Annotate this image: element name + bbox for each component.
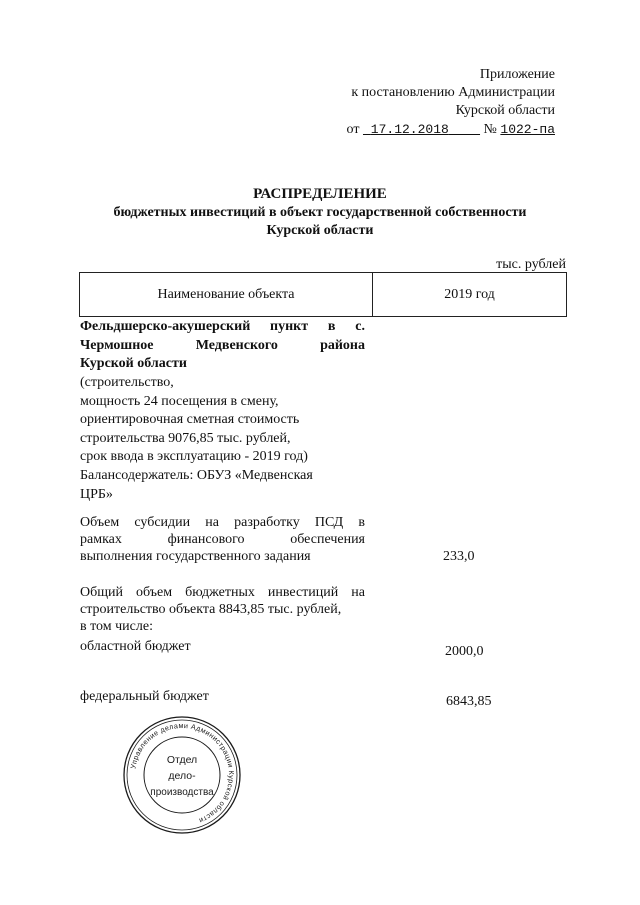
subsidy-line3: выполнения государственного задания <box>80 549 311 564</box>
office-stamp <box>122 713 242 837</box>
column-year: 2019 год <box>373 273 567 317</box>
federal-budget-label: федеральный бюджет <box>80 689 209 704</box>
stamp-center-line3: производства <box>150 787 214 798</box>
details-line: строительства 9076,85 тыс. рублей, <box>80 430 291 446</box>
subsidy-description <box>80 514 365 565</box>
subsidy-value: 233,0 <box>443 549 475 564</box>
total-investment <box>80 584 365 635</box>
regional-budget-value: 2000,0 <box>445 644 484 659</box>
stamp-center-line1: Отдел <box>166 754 198 766</box>
appendix-header <box>347 66 555 139</box>
object-details <box>80 374 380 504</box>
resolution-number: 1022-па <box>500 122 555 137</box>
from-label: от <box>346 122 360 137</box>
date-number-line <box>347 121 555 139</box>
subsidy-line2: рамках финансового обеспечения <box>80 532 365 547</box>
subsidy-line1: Объем субсидии на разработку ПСД в <box>80 515 365 530</box>
stamp-center-line2: дело- <box>168 770 196 782</box>
details-line: Балансодержатель: ОБУЗ «Медвенская <box>80 467 313 483</box>
distribution-table-header <box>79 272 567 317</box>
appendix-label: Приложение <box>479 67 555 82</box>
document-subtitle-region: Курской области <box>266 223 374 238</box>
stamp-ring-text: Управление делами Администрации Курской области <box>128 720 237 826</box>
details-line: ориентировочная сметная стоимость <box>80 412 300 428</box>
object-name-line2: Чермошное Медвенского района <box>80 337 365 353</box>
document-subtitle: бюджетных инвестиций в объект государственной собственности <box>113 205 527 220</box>
total-line1: Общий объем бюджетных инвестиций на <box>80 585 365 600</box>
federal-budget-value: 6843,85 <box>446 694 492 709</box>
object-name <box>80 318 365 374</box>
units-label: тыс. рублей <box>496 257 566 272</box>
region-name: Курской области <box>455 103 555 118</box>
details-line: срок ввода в эксплуатацию - 2019 год) <box>80 449 308 465</box>
total-line3: в том числе: <box>80 619 153 634</box>
object-name-line3: Курской области <box>80 356 187 372</box>
object-name-line1: Фельдшерско-акушерский пункт в с. <box>80 319 365 334</box>
resolution-date: 17.12.2018 <box>370 122 449 137</box>
total-line2: строительство объекта 8843,85 тыс. рублей, <box>80 602 342 617</box>
document-title: РАСПРЕДЕЛЕНИЕ <box>253 186 387 202</box>
column-object-name: Наименование объекта <box>80 273 373 317</box>
details-line: ЦРБ» <box>80 486 113 502</box>
details-line: мощность 24 посещения в смену, <box>80 393 279 409</box>
number-label: № <box>483 122 497 137</box>
regional-budget-label: областной бюджет <box>80 639 191 654</box>
resolution-ref: к постановлению Администрации <box>351 85 555 100</box>
details-line: (строительство, <box>80 375 174 390</box>
